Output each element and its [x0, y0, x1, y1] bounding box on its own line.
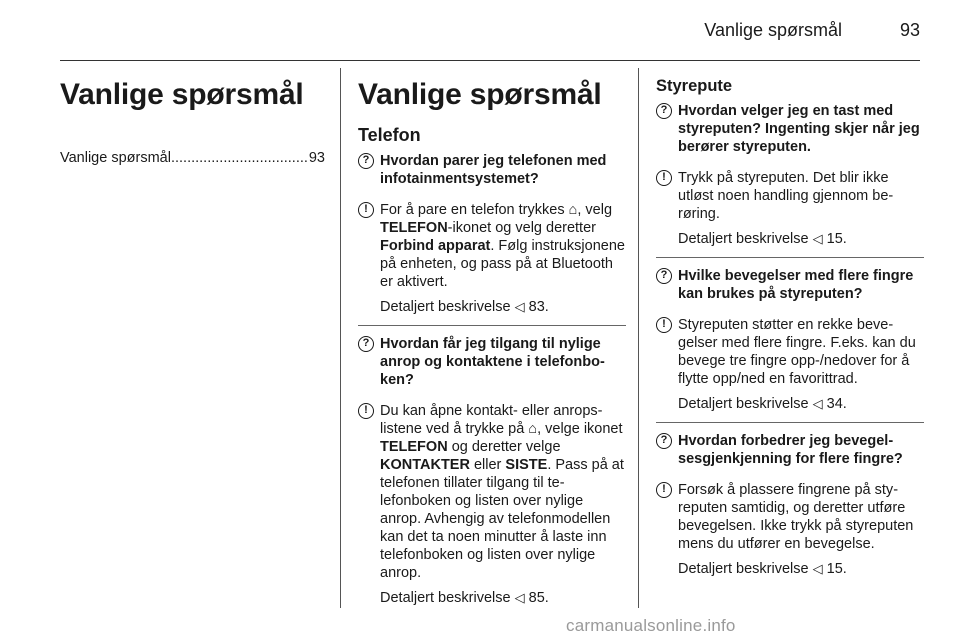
- answer-text: . Pass på at telefonen tillater tilgang til telefonboken og listen over nylige anrop. Avhengig av telefonmodellen kan det ta noen minutter å laste inn telefonboken og listen over nylige anrop.: [380, 457, 624, 581]
- cross-reference-page: 83.: [528, 299, 549, 315]
- cross-reference-label: Detaljert beskrivelse: [380, 299, 511, 315]
- answer-text: -ikonet og velg deretter: [447, 220, 596, 236]
- column-telefon: [358, 77, 626, 607]
- question: [656, 432, 924, 468]
- toc-entry[interactable]: [60, 150, 325, 166]
- header-rule: [60, 60, 920, 61]
- page-number: 93: [899, 20, 920, 40]
- answer-text: Forsøk å plassere fingrene på styreputen samtidig, og deretter utføre bevegelsen. Ikke trykk på styreputen mens du utfører en bevegelse.: [678, 482, 914, 552]
- question-mark-icon: ?: [358, 336, 374, 352]
- toc-leader-dots: [171, 150, 309, 166]
- cross-reference-page: 85.: [528, 590, 549, 606]
- cross-reference-page: 34.: [826, 396, 847, 412]
- cross-reference-page: 15.: [826, 561, 847, 577]
- toc-entry-page: 93: [308, 150, 325, 166]
- toc-entry-label: Vanlige spørsmål: [60, 150, 171, 166]
- cross-reference[interactable]: [358, 589, 626, 607]
- question: [656, 267, 924, 303]
- question-mark-icon: ?: [656, 268, 672, 284]
- reference-arrow-icon: ◁: [514, 590, 525, 605]
- answer-text: , velge ikonet: [537, 421, 623, 437]
- answer: [656, 169, 924, 223]
- bold-term: Forbind apparat: [380, 238, 491, 254]
- column-styrepute: [656, 77, 924, 578]
- answer-text: eller: [469, 457, 506, 473]
- question-text: Hvordan parer jeg telefonen med infotainmentsystemet?: [380, 153, 607, 187]
- column-divider-2: [638, 68, 639, 608]
- section-title-telefon: Telefon: [358, 125, 421, 145]
- bold-term: SISTE: [505, 457, 548, 473]
- reference-arrow-icon: ◁: [812, 396, 823, 411]
- bold-term: TELEFON: [380, 220, 448, 236]
- answer-text: Styreputen støtter en rekke bevegelser med flere fingre. F.eks. kan du bevege tre fingre opp-/nedover for å flytte opp/ned en favorittrad.: [678, 317, 916, 387]
- reference-arrow-icon: ◁: [812, 561, 823, 576]
- cross-reference[interactable]: [358, 298, 626, 316]
- answer-text: . Følg instruksjonene på enheten, og pass på at Bluetooth er aktivert.: [380, 238, 625, 290]
- section-chapter-title: Vanlige spørsmål: [358, 78, 602, 111]
- question-mark-icon: ?: [358, 153, 374, 169]
- section-title-styrepute: Styrepute: [656, 77, 733, 95]
- qa-separator: [656, 257, 924, 258]
- exclamation-icon: !: [358, 202, 374, 218]
- cross-reference-page: 15.: [826, 231, 847, 247]
- reference-arrow-icon: ◁: [812, 231, 823, 246]
- question-mark-icon: ?: [656, 433, 672, 449]
- exclamation-icon: !: [656, 317, 672, 333]
- reference-arrow-icon: ◁: [514, 299, 525, 314]
- cross-reference-label: Detaljert beskrivelse: [380, 590, 511, 606]
- watermark: carmanualsonline.info: [566, 616, 736, 635]
- cross-reference-label: Detaljert beskrivelse: [678, 396, 809, 412]
- cross-reference-label: Detaljert beskrivelse: [678, 561, 809, 577]
- column-toc: [60, 77, 325, 166]
- qa-list: [656, 102, 924, 578]
- cross-reference[interactable]: [656, 560, 924, 578]
- answer-text: Trykk på styreputen. Det blir ikke utløst noen handling gjennom berøring.: [678, 170, 894, 222]
- question: [358, 152, 626, 188]
- cross-reference[interactable]: [656, 395, 924, 413]
- answer-text: Du kan åpne kontakt- eller anropslistene ved å trykke på: [380, 403, 603, 437]
- answer: [656, 316, 924, 388]
- question-text: Hvordan får jeg tilgang til nylige anrop og kontaktene i telefonboken?: [380, 336, 605, 388]
- question-text: Hvordan velger jeg en tast med styreputen? Ingenting skjer når jeg berører styreputen.: [678, 103, 920, 155]
- chapter-title: Vanlige spørsmål: [60, 78, 304, 111]
- question: [656, 102, 924, 156]
- question-text: Hvordan forbedrer jeg bevegelsesgjenkjenning for flere fingre?: [678, 433, 903, 467]
- home-icon: ⌂: [568, 202, 578, 218]
- question-mark-icon: ?: [656, 103, 672, 119]
- exclamation-icon: !: [656, 482, 672, 498]
- qa-list: [358, 152, 626, 607]
- answer-text: og deretter velge: [447, 439, 561, 455]
- bold-term: KONTAKTER: [380, 457, 470, 473]
- cross-reference-label: Detaljert beskrivelse: [678, 231, 809, 247]
- home-icon: ⌂: [528, 421, 538, 437]
- bold-term: TELEFON: [380, 439, 448, 455]
- answer: [358, 201, 626, 291]
- question: [358, 335, 626, 389]
- qa-separator: [656, 422, 924, 423]
- qa-separator: [358, 325, 626, 326]
- answer-text: For å pare en telefon trykkes: [380, 202, 569, 218]
- cross-reference[interactable]: [656, 230, 924, 248]
- exclamation-icon: !: [656, 170, 672, 186]
- answer-text: , velg: [577, 202, 613, 218]
- answer: [656, 481, 924, 553]
- column-divider-1: [340, 68, 341, 608]
- running-header: [60, 20, 920, 46]
- exclamation-icon: !: [358, 403, 374, 419]
- answer: [358, 402, 626, 582]
- running-header-title: Vanlige spørsmål: [704, 20, 842, 40]
- question-text: Hvilke bevegelser med flere fingre kan brukes på styreputen?: [678, 268, 914, 302]
